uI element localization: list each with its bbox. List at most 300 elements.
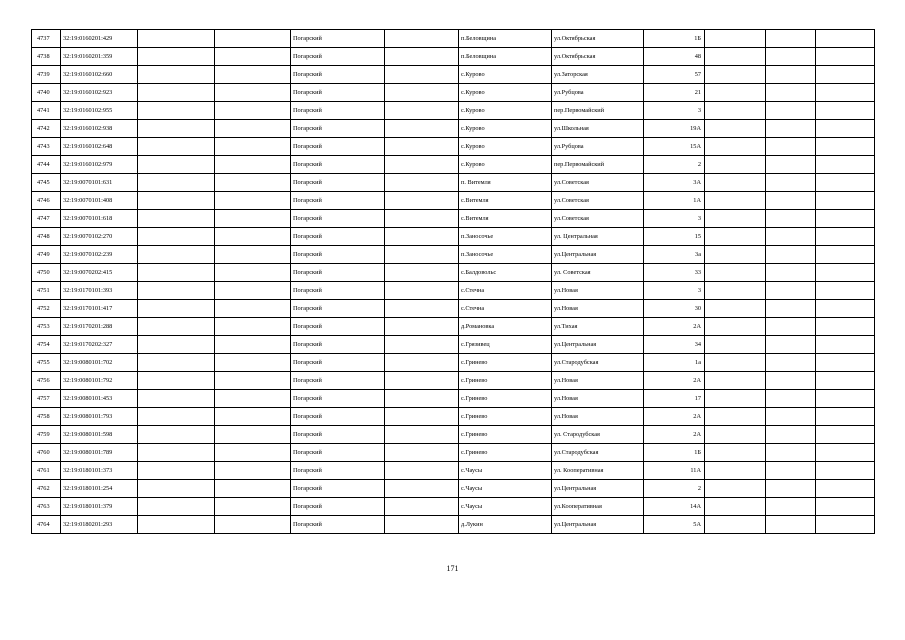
settlement-cell: с.Гринево <box>459 390 552 408</box>
empty-cell <box>705 30 766 48</box>
settlement-cell: п. Витемля <box>459 174 552 192</box>
street-cell: ул.Тихая <box>552 318 644 336</box>
cadastral-number-cell: 32:19:0180101:373 <box>61 462 138 480</box>
empty-cell <box>385 318 459 336</box>
street-cell: пер.Первомайский <box>552 156 644 174</box>
empty-cell <box>705 480 766 498</box>
empty-cell <box>705 102 766 120</box>
settlement-cell: с.Курово <box>459 66 552 84</box>
cadastral-number-cell: 32:19:0080101:793 <box>61 408 138 426</box>
empty-cell <box>385 102 459 120</box>
empty-cell <box>215 444 291 462</box>
house-number-cell: 30 <box>644 300 705 318</box>
empty-cell <box>705 138 766 156</box>
empty-cell <box>138 102 215 120</box>
empty-cell <box>215 192 291 210</box>
house-number-cell: 1А <box>644 192 705 210</box>
table-row <box>32 228 875 246</box>
empty-cell <box>138 462 215 480</box>
empty-cell <box>215 282 291 300</box>
empty-cell <box>215 372 291 390</box>
cadastral-number-cell: 32:19:0160102:660 <box>61 66 138 84</box>
district-cell: Погарский <box>291 318 385 336</box>
row-id-cell: 4747 <box>32 210 61 228</box>
table-row <box>32 66 875 84</box>
empty-cell <box>766 174 816 192</box>
row-id-cell: 4744 <box>32 156 61 174</box>
empty-cell <box>385 210 459 228</box>
district-cell: Погарский <box>291 282 385 300</box>
empty-cell <box>215 480 291 498</box>
empty-cell <box>816 300 875 318</box>
empty-cell <box>385 138 459 156</box>
street-cell: ул. Стародубская <box>552 426 644 444</box>
empty-cell <box>215 102 291 120</box>
empty-cell <box>705 336 766 354</box>
registry-table <box>31 29 875 534</box>
empty-cell <box>816 102 875 120</box>
empty-cell <box>705 444 766 462</box>
empty-cell <box>766 156 816 174</box>
district-cell: Погарский <box>291 426 385 444</box>
row-id-cell: 4738 <box>32 48 61 66</box>
house-number-cell: 1Б <box>644 30 705 48</box>
empty-cell <box>385 498 459 516</box>
settlement-cell: с.Витемля <box>459 192 552 210</box>
empty-cell <box>766 300 816 318</box>
empty-cell <box>766 372 816 390</box>
cadastral-number-cell: 32:19:0080101:792 <box>61 372 138 390</box>
table-row <box>32 192 875 210</box>
house-number-cell: 15 <box>644 228 705 246</box>
empty-cell <box>816 354 875 372</box>
empty-cell <box>138 282 215 300</box>
table-row <box>32 102 875 120</box>
table-row <box>32 480 875 498</box>
district-cell: Погарский <box>291 408 385 426</box>
street-cell: ул.Центральная <box>552 516 644 534</box>
empty-cell <box>705 498 766 516</box>
empty-cell <box>138 516 215 534</box>
settlement-cell: с.Гринево <box>459 354 552 372</box>
empty-cell <box>705 246 766 264</box>
settlement-cell: с.Курово <box>459 120 552 138</box>
street-cell: ул.Октябрьская <box>552 30 644 48</box>
empty-cell <box>215 120 291 138</box>
street-cell: ул.Стародубская <box>552 444 644 462</box>
empty-cell <box>705 66 766 84</box>
table-row <box>32 516 875 534</box>
cadastral-number-cell: 32:19:0170201:288 <box>61 318 138 336</box>
empty-cell <box>215 318 291 336</box>
empty-cell <box>385 84 459 102</box>
street-cell: ул.Новая <box>552 390 644 408</box>
empty-cell <box>816 138 875 156</box>
empty-cell <box>385 30 459 48</box>
house-number-cell: 2 <box>644 156 705 174</box>
row-id-cell: 4737 <box>32 30 61 48</box>
house-number-cell: 3а <box>644 246 705 264</box>
empty-cell <box>816 408 875 426</box>
empty-cell <box>215 174 291 192</box>
cadastral-number-cell: 32:19:0070102:239 <box>61 246 138 264</box>
empty-cell <box>138 228 215 246</box>
house-number-cell: 2А <box>644 372 705 390</box>
empty-cell <box>215 66 291 84</box>
street-cell: ул.Рубцова <box>552 84 644 102</box>
empty-cell <box>385 156 459 174</box>
empty-cell <box>385 462 459 480</box>
empty-cell <box>705 84 766 102</box>
cadastral-number-cell: 32:19:0080101:453 <box>61 390 138 408</box>
empty-cell <box>705 408 766 426</box>
settlement-cell: с.Стечна <box>459 282 552 300</box>
row-id-cell: 4751 <box>32 282 61 300</box>
empty-cell <box>816 246 875 264</box>
district-cell: Погарский <box>291 372 385 390</box>
settlement-cell: с.Балдовольс <box>459 264 552 282</box>
cadastral-number-cell: 32:19:0080101:702 <box>61 354 138 372</box>
cadastral-number-cell: 32:19:0070101:618 <box>61 210 138 228</box>
empty-cell <box>385 354 459 372</box>
empty-cell <box>385 192 459 210</box>
settlement-cell: с.Курово <box>459 102 552 120</box>
table-row <box>32 498 875 516</box>
empty-cell <box>766 282 816 300</box>
house-number-cell: 2А <box>644 318 705 336</box>
empty-cell <box>705 390 766 408</box>
empty-cell <box>138 318 215 336</box>
empty-cell <box>138 300 215 318</box>
row-id-cell: 4739 <box>32 66 61 84</box>
empty-cell <box>766 462 816 480</box>
district-cell: Погарский <box>291 66 385 84</box>
empty-cell <box>816 228 875 246</box>
row-id-cell: 4740 <box>32 84 61 102</box>
empty-cell <box>138 120 215 138</box>
empty-cell <box>766 30 816 48</box>
table-row <box>32 138 875 156</box>
empty-cell <box>385 426 459 444</box>
cadastral-number-cell: 32:19:0170101:417 <box>61 300 138 318</box>
settlement-cell: с.Курово <box>459 156 552 174</box>
empty-cell <box>766 336 816 354</box>
house-number-cell: 1Б <box>644 444 705 462</box>
district-cell: Погарский <box>291 84 385 102</box>
empty-cell <box>766 48 816 66</box>
empty-cell <box>766 426 816 444</box>
empty-cell <box>385 516 459 534</box>
empty-cell <box>385 66 459 84</box>
empty-cell <box>705 354 766 372</box>
row-id-cell: 4763 <box>32 498 61 516</box>
empty-cell <box>705 516 766 534</box>
table-row <box>32 300 875 318</box>
row-id-cell: 4745 <box>32 174 61 192</box>
empty-cell <box>766 228 816 246</box>
empty-cell <box>215 516 291 534</box>
row-id-cell: 4755 <box>32 354 61 372</box>
street-cell: ул.Центральная <box>552 480 644 498</box>
district-cell: Погарский <box>291 48 385 66</box>
empty-cell <box>766 408 816 426</box>
settlement-cell: п.Беловщина <box>459 30 552 48</box>
cadastral-number-cell: 32:19:0160201:359 <box>61 48 138 66</box>
house-number-cell: 2А <box>644 426 705 444</box>
settlement-cell: с.Гринево <box>459 426 552 444</box>
cadastral-number-cell: 32:19:0180101:379 <box>61 498 138 516</box>
table-row <box>32 426 875 444</box>
empty-cell <box>816 192 875 210</box>
street-cell: ул.Стародубская <box>552 354 644 372</box>
empty-cell <box>766 210 816 228</box>
row-id-cell: 4758 <box>32 408 61 426</box>
empty-cell <box>385 408 459 426</box>
street-cell: ул.Заторская <box>552 66 644 84</box>
empty-cell <box>385 282 459 300</box>
empty-cell <box>705 228 766 246</box>
empty-cell <box>385 48 459 66</box>
empty-cell <box>138 264 215 282</box>
empty-cell <box>138 192 215 210</box>
empty-cell <box>816 156 875 174</box>
district-cell: Погарский <box>291 120 385 138</box>
empty-cell <box>385 228 459 246</box>
district-cell: Погарский <box>291 246 385 264</box>
house-number-cell: 2 <box>644 480 705 498</box>
table-row <box>32 48 875 66</box>
empty-cell <box>766 84 816 102</box>
page-number: 171 <box>446 564 459 573</box>
settlement-cell: с.Курово <box>459 138 552 156</box>
house-number-cell: 3А <box>644 174 705 192</box>
district-cell: Погарский <box>291 462 385 480</box>
row-id-cell: 4756 <box>32 372 61 390</box>
empty-cell <box>138 408 215 426</box>
empty-cell <box>215 156 291 174</box>
district-cell: Погарский <box>291 156 385 174</box>
street-cell: ул. Советская <box>552 264 644 282</box>
house-number-cell: 19А <box>644 120 705 138</box>
district-cell: Погарский <box>291 498 385 516</box>
empty-cell <box>705 174 766 192</box>
cadastral-number-cell: 32:19:0070102:270 <box>61 228 138 246</box>
table-row <box>32 390 875 408</box>
cadastral-number-cell: 32:19:0160102:955 <box>61 102 138 120</box>
table-row <box>32 462 875 480</box>
cadastral-number-cell: 32:19:0170202:327 <box>61 336 138 354</box>
house-number-cell: 48 <box>644 48 705 66</box>
cadastral-number-cell: 32:19:0180201:293 <box>61 516 138 534</box>
empty-cell <box>766 264 816 282</box>
row-id-cell: 4754 <box>32 336 61 354</box>
empty-cell <box>385 300 459 318</box>
table-row <box>32 120 875 138</box>
cadastral-number-cell: 32:19:0070202:415 <box>61 264 138 282</box>
house-number-cell: 3 <box>644 102 705 120</box>
table-row <box>32 84 875 102</box>
empty-cell <box>138 246 215 264</box>
empty-cell <box>816 498 875 516</box>
settlement-cell: с.Чаусы <box>459 498 552 516</box>
row-id-cell: 4762 <box>32 480 61 498</box>
empty-cell <box>215 84 291 102</box>
empty-cell <box>816 210 875 228</box>
empty-cell <box>385 120 459 138</box>
empty-cell <box>816 390 875 408</box>
empty-cell <box>138 444 215 462</box>
table-row <box>32 444 875 462</box>
row-id-cell: 4742 <box>32 120 61 138</box>
cadastral-number-cell: 32:19:0070101:408 <box>61 192 138 210</box>
cadastral-number-cell: 32:19:0170101:393 <box>61 282 138 300</box>
street-cell: ул.Новая <box>552 408 644 426</box>
house-number-cell: 3 <box>644 210 705 228</box>
cadastral-number-cell: 32:19:0160201:429 <box>61 30 138 48</box>
street-cell: ул. Кооперативная <box>552 462 644 480</box>
settlement-cell: с.Стечна <box>459 300 552 318</box>
empty-cell <box>705 282 766 300</box>
empty-cell <box>766 390 816 408</box>
table-row <box>32 156 875 174</box>
house-number-cell: 15А <box>644 138 705 156</box>
empty-cell <box>816 66 875 84</box>
empty-cell <box>138 30 215 48</box>
row-id-cell: 4757 <box>32 390 61 408</box>
empty-cell <box>816 48 875 66</box>
house-number-cell: 14А <box>644 498 705 516</box>
settlement-cell: д.Лукин <box>459 516 552 534</box>
empty-cell <box>385 390 459 408</box>
empty-cell <box>215 354 291 372</box>
empty-cell <box>138 138 215 156</box>
empty-cell <box>385 480 459 498</box>
empty-cell <box>705 300 766 318</box>
empty-cell <box>705 120 766 138</box>
cadastral-number-cell: 32:19:0180101:254 <box>61 480 138 498</box>
empty-cell <box>385 336 459 354</box>
house-number-cell: 21 <box>644 84 705 102</box>
empty-cell <box>766 102 816 120</box>
empty-cell <box>138 66 215 84</box>
street-cell: ул.Советская <box>552 210 644 228</box>
settlement-cell: д.Романовка <box>459 318 552 336</box>
district-cell: Погарский <box>291 480 385 498</box>
empty-cell <box>215 462 291 480</box>
house-number-cell: 1а <box>644 354 705 372</box>
empty-cell <box>705 192 766 210</box>
settlement-cell: с.Чаусы <box>459 480 552 498</box>
street-cell: ул. Центральная <box>552 228 644 246</box>
empty-cell <box>705 210 766 228</box>
empty-cell <box>816 516 875 534</box>
street-cell: ул.Новая <box>552 372 644 390</box>
empty-cell <box>215 138 291 156</box>
district-cell: Погарский <box>291 210 385 228</box>
settlement-cell: с.Гринево <box>459 372 552 390</box>
settlement-cell: с.Гринево <box>459 408 552 426</box>
house-number-cell: 34 <box>644 336 705 354</box>
street-cell: ул.Центральная <box>552 336 644 354</box>
house-number-cell: 17 <box>644 390 705 408</box>
street-cell: ул.Школьная <box>552 120 644 138</box>
empty-cell <box>385 444 459 462</box>
cadastral-number-cell: 32:19:0160102:923 <box>61 84 138 102</box>
empty-cell <box>816 444 875 462</box>
cadastral-number-cell: 32:19:0080101:789 <box>61 444 138 462</box>
empty-cell <box>766 354 816 372</box>
empty-cell <box>138 354 215 372</box>
empty-cell <box>385 246 459 264</box>
table-row <box>32 174 875 192</box>
settlement-cell: с.Чаусы <box>459 462 552 480</box>
district-cell: Погарский <box>291 354 385 372</box>
row-id-cell: 4760 <box>32 444 61 462</box>
empty-cell <box>215 228 291 246</box>
district-cell: Погарский <box>291 192 385 210</box>
district-cell: Погарский <box>291 228 385 246</box>
street-cell: ул.Новая <box>552 282 644 300</box>
empty-cell <box>385 174 459 192</box>
settlement-cell: с.Витемля <box>459 210 552 228</box>
table-row <box>32 408 875 426</box>
table-row <box>32 282 875 300</box>
house-number-cell: 3 <box>644 282 705 300</box>
empty-cell <box>816 426 875 444</box>
empty-cell <box>766 318 816 336</box>
street-cell: ул.Октябрьская <box>552 48 644 66</box>
row-id-cell: 4749 <box>32 246 61 264</box>
empty-cell <box>138 426 215 444</box>
row-id-cell: 4764 <box>32 516 61 534</box>
cadastral-number-cell: 32:19:0160102:648 <box>61 138 138 156</box>
empty-cell <box>816 174 875 192</box>
empty-cell <box>138 156 215 174</box>
empty-cell <box>766 516 816 534</box>
street-cell: ул.Рубцова <box>552 138 644 156</box>
empty-cell <box>816 282 875 300</box>
settlement-cell: с.Грязивец <box>459 336 552 354</box>
registry-table-body <box>32 30 875 534</box>
street-cell: ул.Новая <box>552 300 644 318</box>
empty-cell <box>138 480 215 498</box>
empty-cell <box>385 372 459 390</box>
empty-cell <box>215 210 291 228</box>
empty-cell <box>215 264 291 282</box>
empty-cell <box>816 30 875 48</box>
empty-cell <box>816 462 875 480</box>
empty-cell <box>816 336 875 354</box>
settlement-cell: с.Курово <box>459 84 552 102</box>
house-number-cell: 57 <box>644 66 705 84</box>
street-cell: ул.Советская <box>552 174 644 192</box>
empty-cell <box>816 318 875 336</box>
empty-cell <box>816 264 875 282</box>
house-number-cell: 2А <box>644 408 705 426</box>
district-cell: Погарский <box>291 444 385 462</box>
empty-cell <box>138 210 215 228</box>
cadastral-number-cell: 32:19:0070101:631 <box>61 174 138 192</box>
empty-cell <box>816 372 875 390</box>
row-id-cell: 4752 <box>32 300 61 318</box>
row-id-cell: 4753 <box>32 318 61 336</box>
empty-cell <box>816 480 875 498</box>
street-cell: ул.Кооперативная <box>552 498 644 516</box>
empty-cell <box>766 498 816 516</box>
settlement-cell: с.Гринево <box>459 444 552 462</box>
empty-cell <box>766 192 816 210</box>
house-number-cell: 33 <box>644 264 705 282</box>
